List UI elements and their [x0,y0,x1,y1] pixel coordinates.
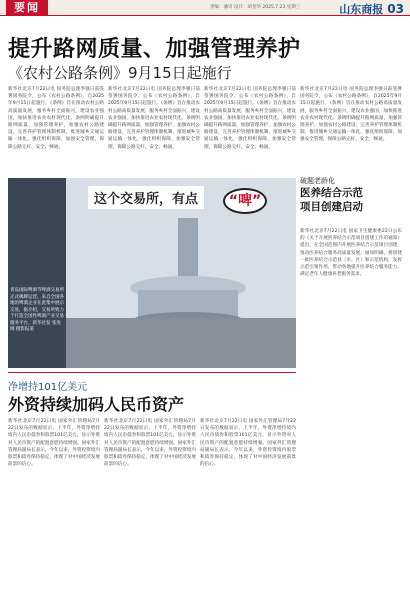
newspaper-brand [339,1,404,17]
editor-line: 责编：潘奇 设计：胡金华 2025.7.23 星期三 [210,5,301,10]
photo-caption: 青岛国际啤酒节啤酒交易所正式揭牌运营。来自全国各地的啤酒企业在此集中展示交易，据介绍，交易所致力于打造全国性啤酒产业交易服务平台。新华社发 张进刚 摄影报道 [10,288,64,332]
lead-body-col-1: 新华社北京7月22日电 国务院总理李强日前签署国务院令，公布《农村公路条例》，自2025年9月15日起施行。《条例》旨在推动农村公路高质量发展，服务乡村全面振兴，建设农业强国，加快推进农业农村现代化。条例明确提升路网质量，加强管理养护，加强农村公路建设，完善养护管理体制机制，推进城乡交通运输一体化，强化组织保障，加强安全管理，保障公路完好、安全、畅通。 [8,87,104,150]
section-label: 要闻 [6,0,48,16]
crowd-graphic [66,318,296,368]
speech-bubble: “啤” [223,188,267,214]
side-story-body: 新华社北京7月22日电 国家卫生健康委22日公布的《关于开展医养结合示范项目创建工作的通知》提出，在全国范围内开展医养结合示范项目创建，推动医养结合服务高质量发展。通知明确，将创建一批医养结合示范县（市、区）和示范机构，发挥示范引领作用，带动各地提升医养结合服务能力，满足老年人健康养老服务需求。 [300,229,402,278]
news-photo [8,178,296,368]
photo-banner: 这个交易所，有点 [88,186,204,209]
foreign-body-col-3: 新华社北京7月22日电 国家外汇管理局7月22日发布的数据显示，上半年，外资净增持境内人民币债券和股票101亿美元，显示外资对人民币资产的配置意愿持续增强。国家外汇管理局副局长表示，今年以来，外资投资境内股票和债券保持稳定，体现了对中国经济发展前景的信心。 [200,419,296,468]
lead-body-col-4: 新华社北京7月22日电 国务院总理李强日前签署国务院令，公布《农村公路条例》，自2025年9月15日起施行。《条例》旨在推动农村公路高质量发展，服务乡村全面振兴，建设农业强国，加快推进农业农村现代化。条例明确提升路网质量，加强管理养护，加强农村公路建设，完善养护管理体制机制，推进城乡交通运输一体化，强化组织保障，加强安全管理，保障公路完好、安全、畅通。 [300,87,402,143]
lead-body-col-3: 新华社北京7月22日电 国务院总理李强日前签署国务院令，公布《农村公路条例》，自2025年9月15日起施行。《条例》旨在推动农村公路高质量发展，服务乡村全面振兴，建设农业强国，加快推进农业农村现代化。条例明确提升路网质量，加强管理养护，加强农村公路建设，完善养护管理体制机制，推进城乡交通运输一体化，强化组织保障，加强安全管理，保障公路完好、安全、畅通。 [204,87,296,150]
brand-name: 山东商报 [339,3,384,16]
side-title-line-2: 项目创建启动 [300,201,363,213]
foreign-headline: 外资持续加码人民币资产 [8,395,185,414]
exhibition-tower-graphic [128,218,248,328]
masthead [0,0,410,16]
section-divider [8,372,296,373]
page-number: 03 [387,2,404,16]
side-story-header [300,176,400,214]
foreign-body-col-2: 新华社北京7月22日电 国家外汇管理局7月22日发布的数据显示，上半年，外资净增持境内人民币债券和股票101亿美元，显示外资对人民币资产的配置意愿持续增强。国家外汇管理局副局长表示，今年以来，外资投资境内股票和债券保持稳定，体现了对中国经济发展前景的信心。 [104,419,196,468]
lead-headline: 提升路网质量、加强管理养护 [8,37,301,62]
lead-subheadline: 《农村公路条例》9月15日起施行 [8,64,232,82]
lead-body-col-2: 新华社北京7月22日电 国务院总理李强日前签署国务院令，公布《农村公路条例》，自2025年9月15日起施行。《条例》旨在推动农村公路高质量发展，服务乡村全面振兴，建设农业强国，加快推进农业农村现代化。条例明确提升路网质量，加强管理养护，加强农村公路建设，完善养护管理体制机制，推进城乡交通运输一体化，强化组织保障，加强安全管理，保障公路完好、安全、畅通。 [108,87,200,150]
photo-inset [8,178,66,368]
foreign-subheadline: 净增持101亿美元 [8,382,88,393]
side-kicker: 破题老龄化 [300,177,335,185]
side-title-line-1: 医养结合示范 [300,187,363,199]
foreign-body-col-1: 新华社北京7月22日电 国家外汇管理局7月22日发布的数据显示，上半年，外资净增持境内人民币债券和股票101亿美元，显示外资对人民币资产的配置意愿持续增强。国家外汇管理局副局长表示，今年以来，外资投资境内股票和债券保持稳定，体现了对中国经济发展前景的信心。 [8,419,100,468]
